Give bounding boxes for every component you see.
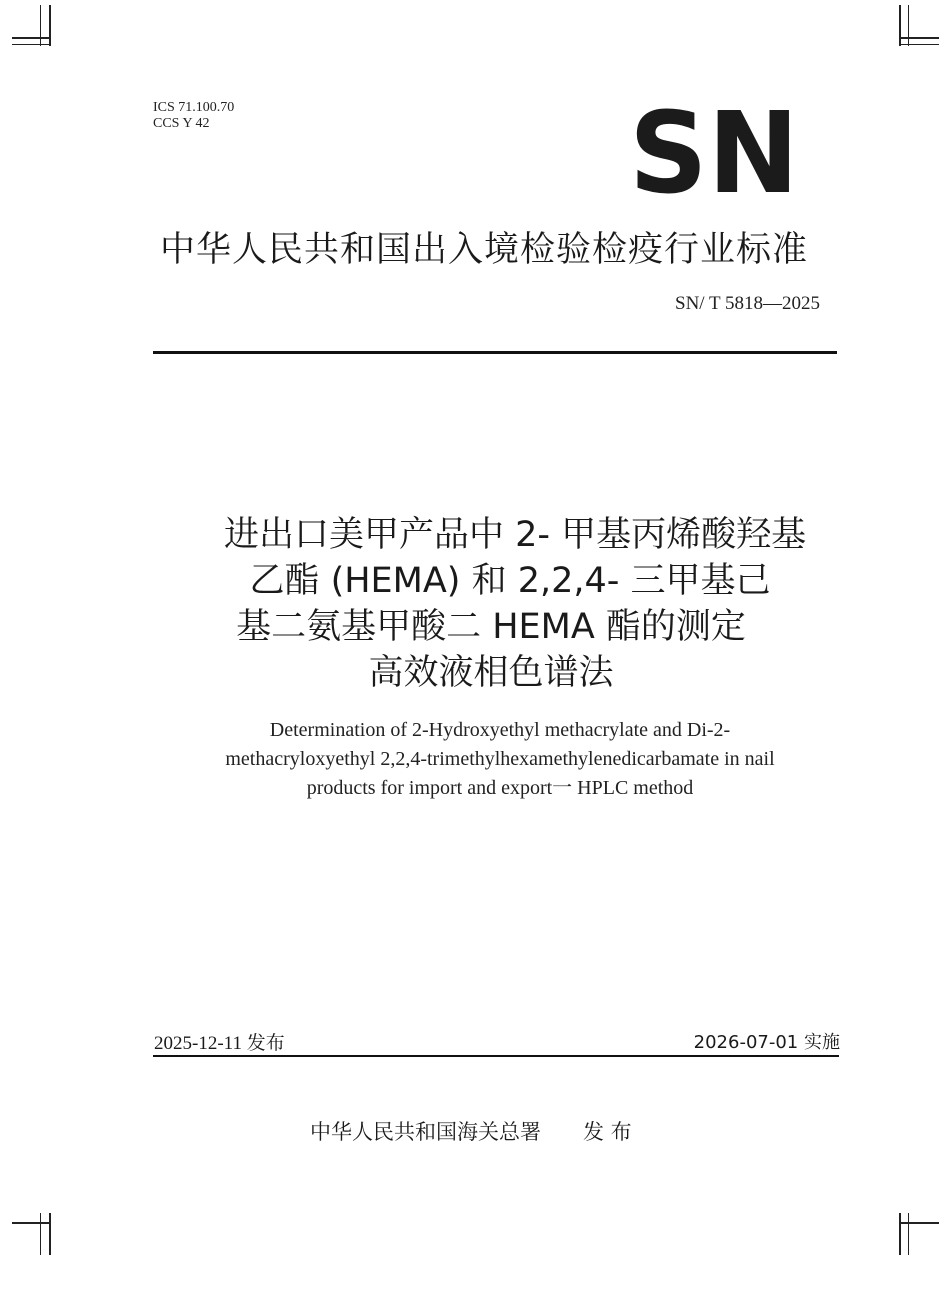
issuer [310, 1116, 632, 1146]
crop-mark-top-left-h [12, 37, 51, 39]
industry-standard-title: 中华人民共和国出入境检验检疫行业标准 [160, 230, 809, 270]
chinese-title-line: 高效液相色谱法 [368, 653, 614, 693]
implementation-date: 2026-07-01 实施 [693, 1032, 840, 1053]
chinese-title-line: 进出口美甲产品中 2- 甲基丙烯酸羟基 [224, 515, 807, 555]
english-title-line: products for import and export一 HPLC method [306, 777, 694, 799]
crop-mark-bottom-left-v [49, 1213, 51, 1255]
crop-mark-top-right-v2 [908, 5, 909, 46]
crop-mark-bottom-right-v [899, 1213, 901, 1255]
crop-mark-top-left-h2 [12, 44, 51, 45]
english-title-line: methacryloxyethyl 2,2,4-trimethylhexamethylenedicarbamate in nail [225, 748, 775, 770]
issuer-name: 中华人民共和国海关总署 [310, 1120, 541, 1144]
english-title [190, 716, 810, 803]
crop-mark-top-left-v2 [40, 5, 41, 46]
chinese-title-line: 基二氨基甲酸二 HEMA 酯的测定 [236, 607, 746, 647]
english-title-line: Determination of 2-Hydroxyethyl methacrylate and Di-2- [269, 719, 731, 741]
issue-date: 2025-12-11 发布 [154, 1033, 285, 1054]
crop-mark-top-right-v [899, 5, 901, 46]
crop-mark-bottom-left-v2 [40, 1213, 41, 1255]
sn-logo [628, 104, 800, 196]
crop-mark-bottom-left-h [12, 1222, 51, 1224]
ccs-code: CCS Y 42 [153, 116, 210, 131]
crop-mark-top-right-h [899, 37, 939, 39]
date-divider [153, 1055, 839, 1057]
crop-mark-bottom-right-v2 [908, 1213, 909, 1255]
standard-number: SN/ T 5818—2025 [675, 293, 820, 314]
chinese-title [150, 512, 870, 696]
crop-mark-top-left-v [49, 5, 51, 46]
svg-text:SN: SN [629, 104, 799, 196]
issuer-action: 发 布 [583, 1120, 632, 1144]
crop-mark-bottom-right-h [899, 1222, 939, 1224]
header-divider [153, 351, 837, 354]
chinese-title-line: 乙酯 (HEMA) 和 2,2,4- 三甲基己 [249, 561, 771, 601]
classification-codes [153, 100, 234, 132]
crop-mark-top-right-h2 [899, 44, 939, 45]
ics-code: ICS 71.100.70 [153, 100, 235, 115]
